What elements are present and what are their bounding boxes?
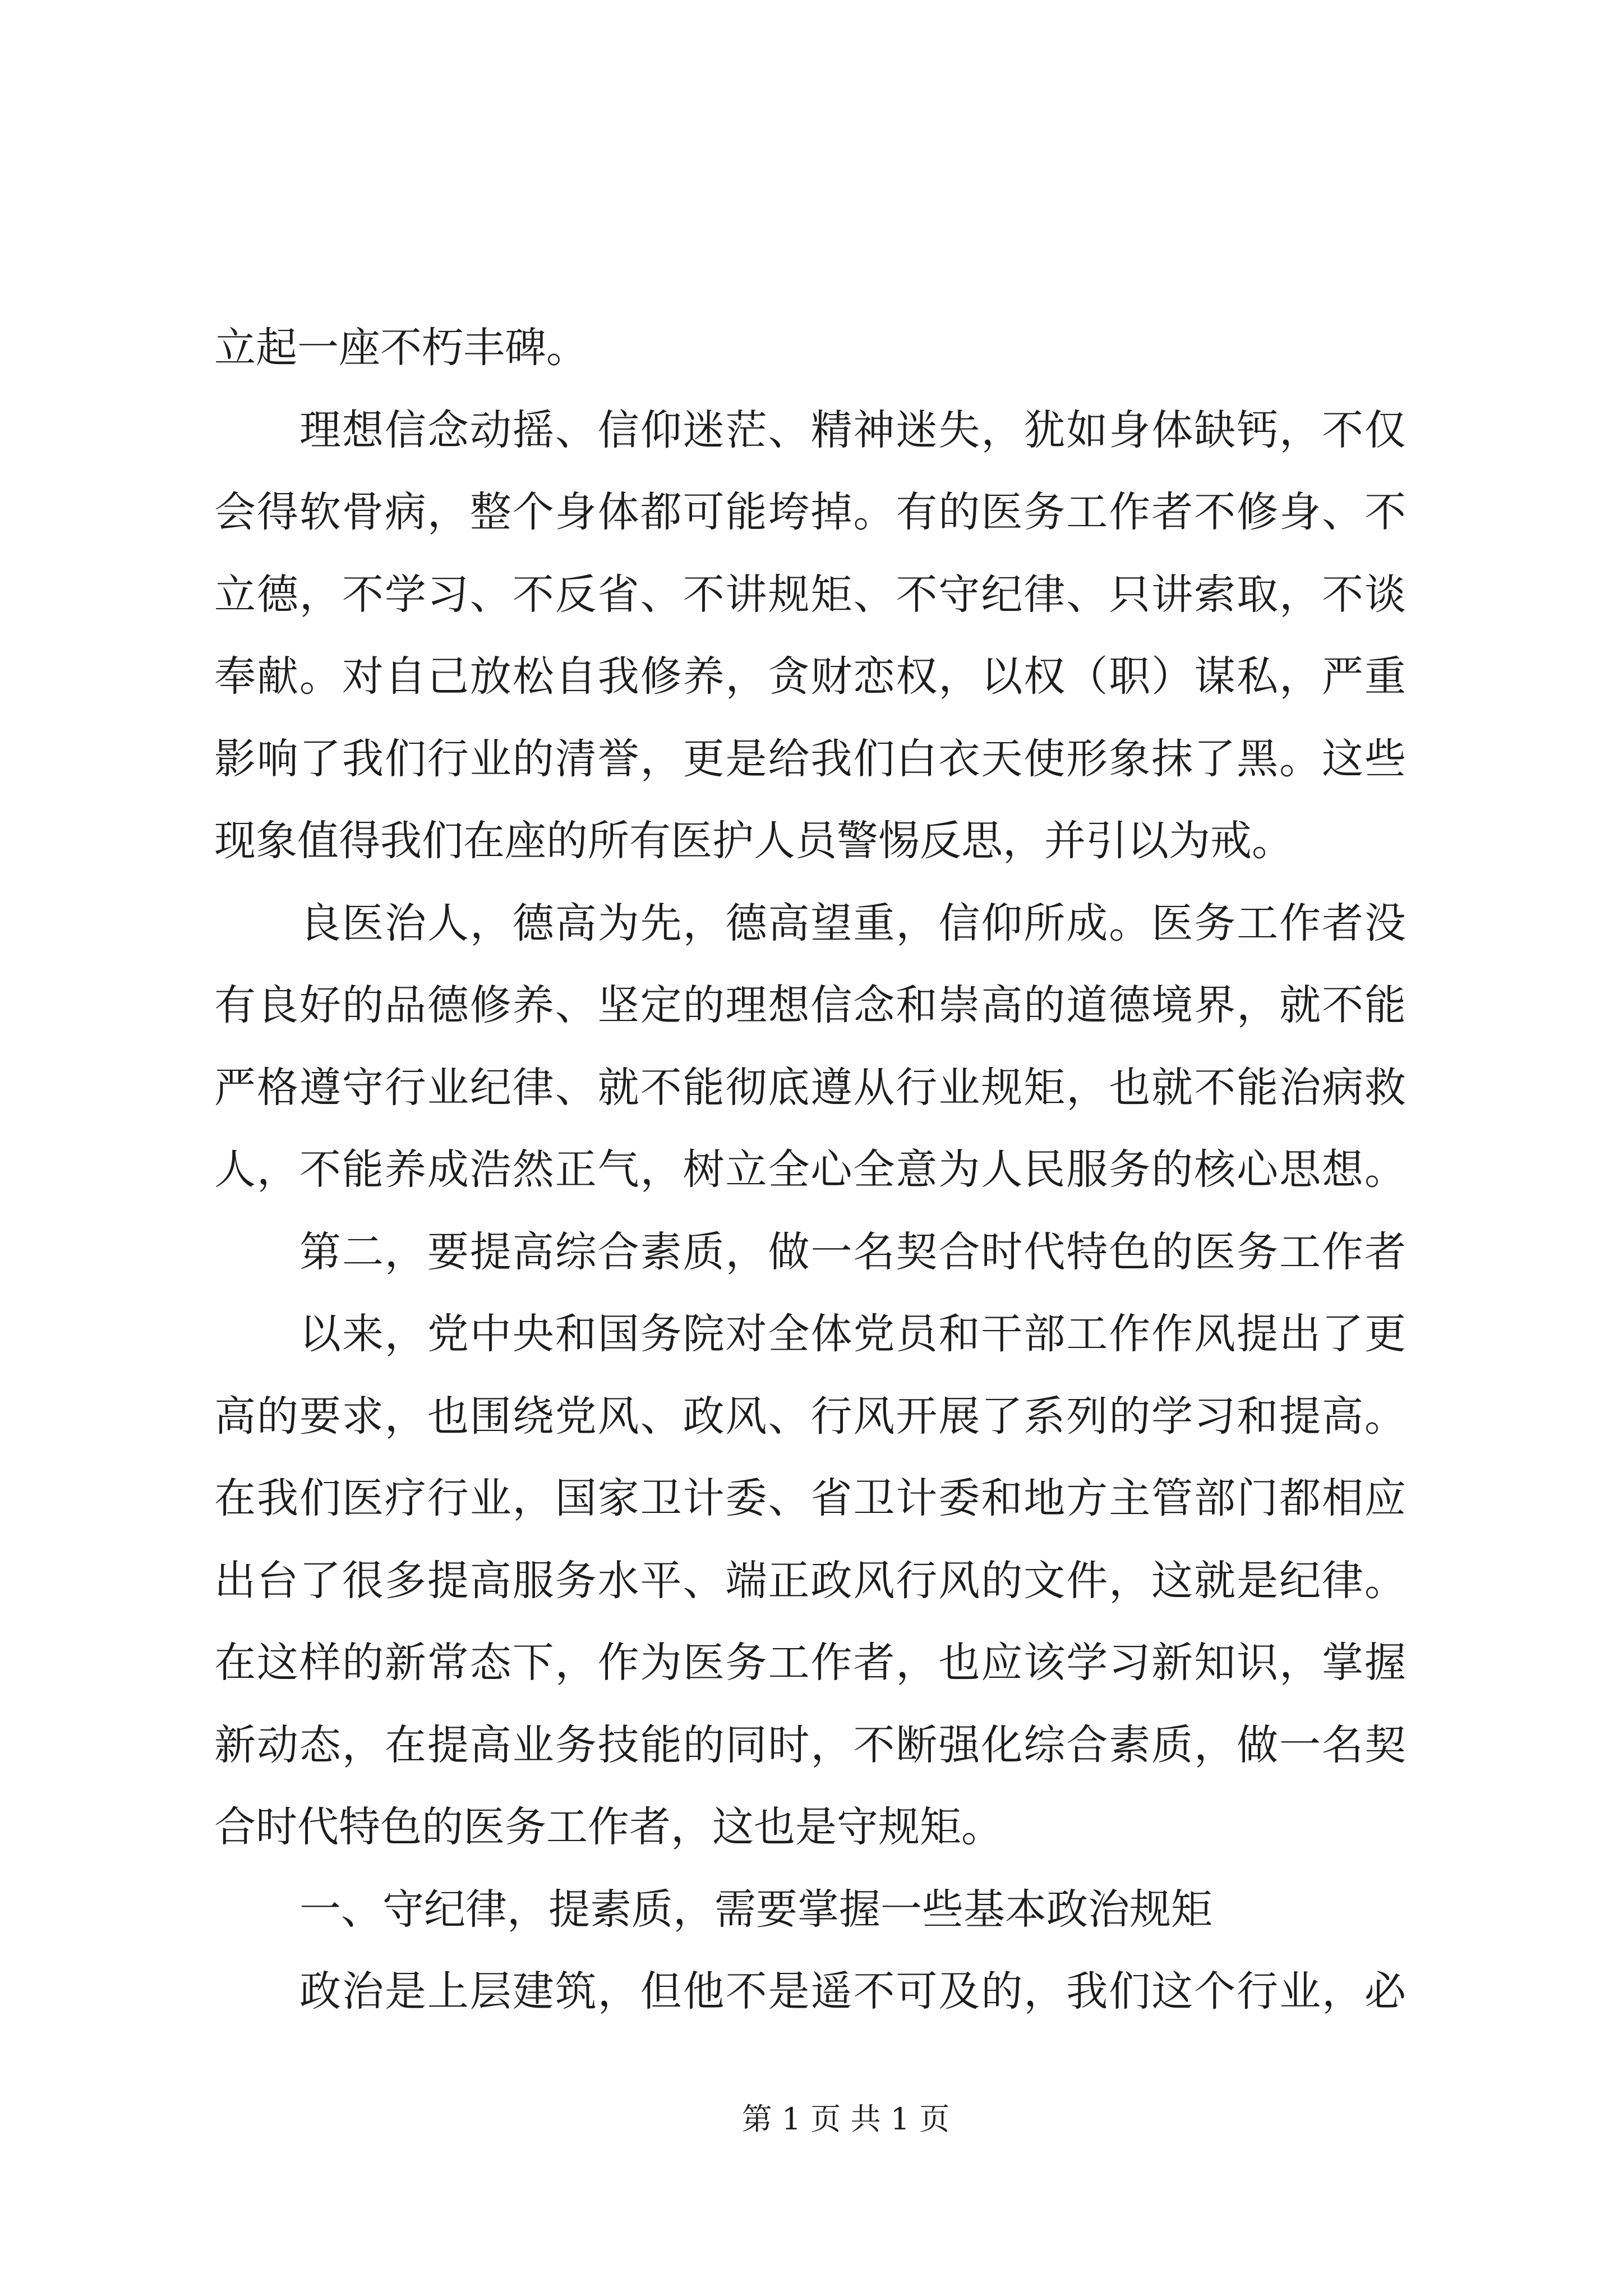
paragraph-line: 有良好的品德修养、坚定的理想信念和崇高的道德境界，就不能 xyxy=(214,981,1406,1029)
paragraph-line: 以来，党中央和国务院对全体党员和干部工作作风提出了更 xyxy=(299,1310,1406,1358)
heading-line: 一、守纪律，提素质，需要掌握一些基本政治规矩 xyxy=(299,1885,1212,1934)
paragraph-line: 理想信念动摇、信仰迷茫、精神迷失，犹如身体缺钙，不仅 xyxy=(299,406,1406,454)
paragraph-line: 合时代特色的医务工作者，这也是守规矩。 xyxy=(214,1803,1003,1851)
document-body xyxy=(214,307,1406,2033)
paragraph xyxy=(214,1950,1406,2033)
paragraph-line: 奉献。对自己放松自我修养，贪财恋权，以权（职）谋私，严重 xyxy=(214,652,1406,701)
paragraph-line: 立起一座不朽丰碑。 xyxy=(214,324,588,372)
paragraph-line: 出台了很多提高服务水平、端正政风行风的文件，这就是纪律。 xyxy=(214,1556,1406,1605)
paragraph-line: 新动态，在提高业务技能的同时，不断强化综合素质，做一名契 xyxy=(214,1720,1406,1769)
paragraph-line: 在这样的新常态下，作为医务工作者，也应该学习新知识，掌握 xyxy=(214,1639,1406,1687)
paragraph-line: 立德，不学习、不反省、不讲规矩、不守纪律、只讲索取，不谈 xyxy=(214,570,1406,619)
heading-line: 第二，要提高综合素质，做一名契合时代特色的医务工作者 xyxy=(299,1227,1406,1276)
paragraph xyxy=(214,882,1406,1211)
paragraph-line: 政治是上层建筑，但他不是遥不可及的，我们这个行业，必 xyxy=(299,1967,1406,2016)
paragraph-line: 现象值得我们在座的所有医护人员警惕反思，并引以为戒。 xyxy=(214,817,1293,865)
paragraph-line: 人，不能养成浩然正气，树立全心全意为人民服务的核心思想。 xyxy=(214,1145,1406,1194)
paragraph-line: 良医治人，德高为先，德高望重，信仰所成。医务工作者没 xyxy=(299,899,1406,947)
paragraph-line: 影响了我们行业的清誉，更是给我们白衣天使形象抹了黑。这些 xyxy=(214,734,1406,783)
paragraph-line: 严格遵守行业纪律、就不能彻底遵从行业规矩，也就不能治病救 xyxy=(214,1063,1406,1112)
paragraph xyxy=(214,307,1406,389)
page-number-label: 第 1 页 共 1 页 xyxy=(741,2101,950,2137)
page-footer xyxy=(617,2099,1075,2139)
section-heading xyxy=(214,1869,1406,1951)
paragraph-line: 高的要求，也围绕党风、政风、行风开展了系列的学习和提高。 xyxy=(214,1392,1406,1441)
paragraph-line: 会得软骨病，整个身体都可能垮掉。有的医务工作者不修身、不 xyxy=(214,488,1406,536)
paragraph xyxy=(214,1293,1406,1869)
section-heading xyxy=(214,1211,1406,1294)
paragraph-line: 在我们医疗行业，国家卫计委、省卫计委和地方主管部门都相应 xyxy=(214,1474,1406,1522)
paragraph xyxy=(214,389,1406,882)
